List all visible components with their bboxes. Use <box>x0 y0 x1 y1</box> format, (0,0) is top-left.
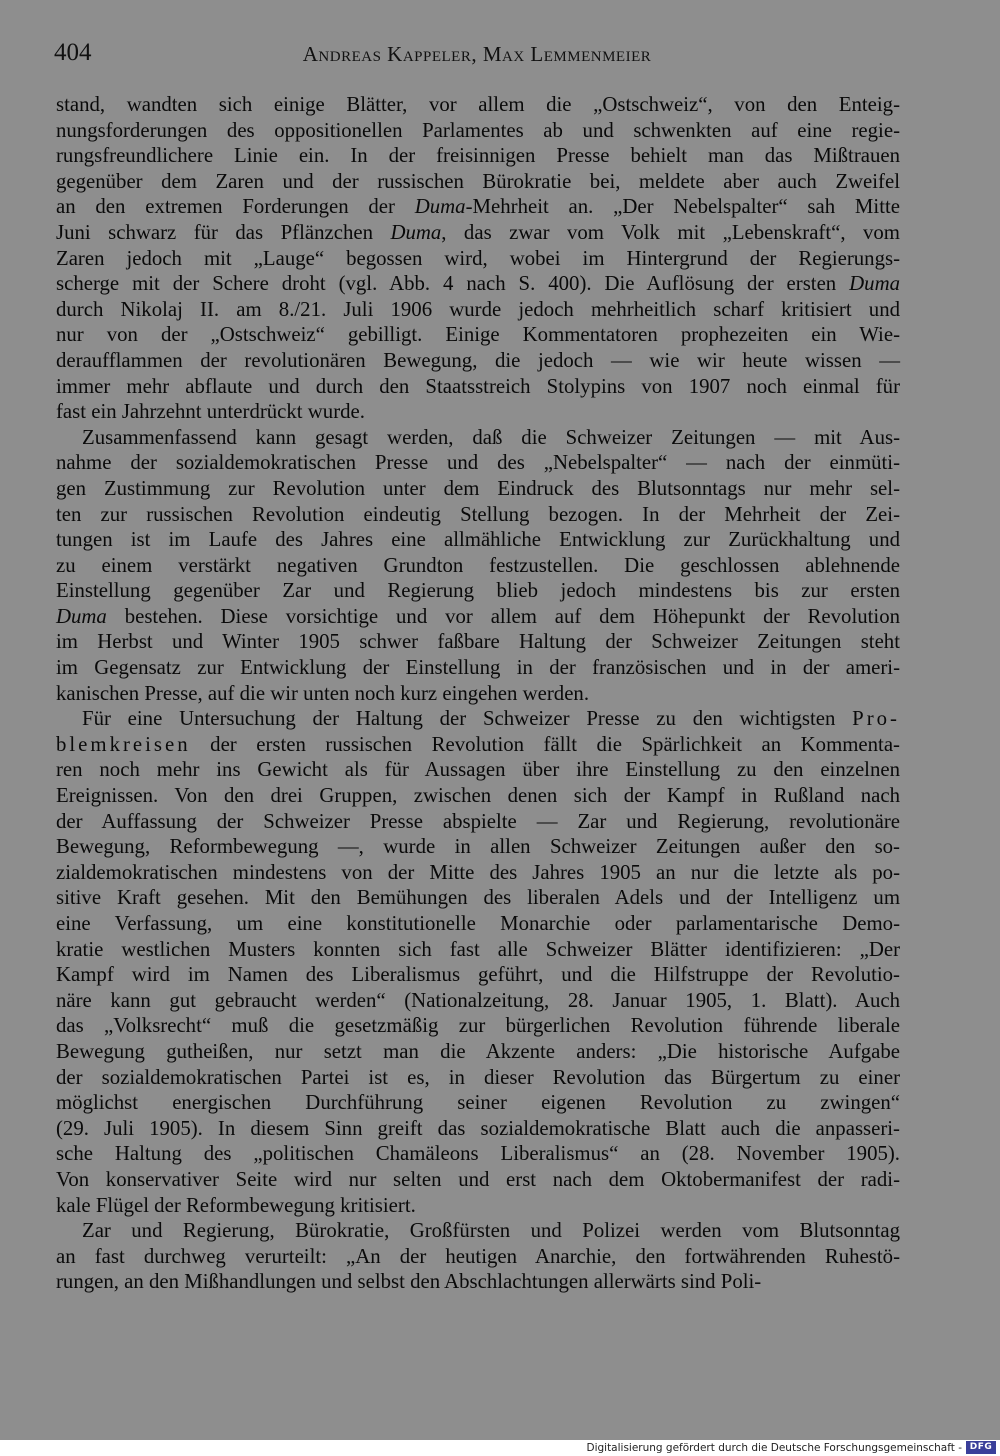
text-line: immer mehr abflaute und durch den Staatsstreich Stolypins von 1907 noch einmal für <box>56 374 900 398</box>
text-line: eine Verfassung, um eine konstitutionelle Monarchie oder parlamentarische Demo- <box>56 912 900 935</box>
text-line: rungsfreundlichere Linie ein. In der freisinnigen Presse behielt man das Mißtrauen <box>56 144 900 168</box>
text-line: kanischen Presse, auf die wir unten noch kurz eingehen werden. <box>56 681 590 705</box>
text-line: gen Zustimmung zur Revolution unter dem Eindruck des Blutsonntags nur mehr sel- <box>56 476 900 500</box>
text-line: im Gegensatz zur Entwicklung der Einstellung in der französischen und in der ameri- <box>56 656 900 680</box>
text-line: gegenüber dem Zaren und der russischen Bürokratie bei, meldete aber auch Zweifel <box>56 169 900 193</box>
running-head: Andreas Kappeler, Max Lemmenmeier <box>302 42 652 66</box>
text-line: blemkreisen der ersten russischen Revolution fällt die Spärlichkeit an Kommenta- <box>56 732 900 756</box>
page-header <box>54 38 900 72</box>
text-line: nungsforderungen des oppositionellen Parlamentes ab und schwenkten auf eine regie- <box>56 118 900 142</box>
text-line: rungen, an den Mißhandlungen und selbst den Abschlachtungen allerwärts sind Poli- <box>56 1270 762 1294</box>
text-line: an den extremen Forderungen der Duma-Mehrheit an. „Der Nebelspalter“ sah Mitte <box>56 195 900 219</box>
text-line: nur von der „Ostschweiz“ gebilligt. Einige Kommentatoren prophezeiten ein Wie- <box>56 323 900 347</box>
text-line: Zusammenfassend kann gesagt werden, daß die Schweizer Zeitungen — mit Aus- <box>82 425 900 449</box>
paragraph <box>56 1218 900 1295</box>
text-line: Zar und Regierung, Bürokratie, Großfürsten und Polizei werden vom Blutsonntag <box>82 1219 900 1243</box>
text-line: ten zur russischen Revolution eindeutig Stellung bezogen. In der Mehrheit der Zei- <box>56 502 900 526</box>
text-line: Kampf wird im Namen des Liberalismus geführt, und die Hilfstruppe der Revolutio- <box>56 963 900 987</box>
text-line: Duma bestehen. Diese vorsichtige und vor allem auf dem Höhepunkt der Revolution <box>56 604 900 628</box>
text-line: der sozialdemokratischen Partei ist es, in dieser Revolution das Bürgertum zu einer <box>56 1065 900 1089</box>
text-line: zialdemokratischen mindestens von der Mitte des Jahres 1905 an nur die letzte als po- <box>56 860 900 884</box>
paragraph <box>56 92 900 425</box>
text-line: Von konservativer Seite wird nur selten und erst nach dem Oktobermanifest der radi- <box>56 1167 900 1191</box>
text-line: Ereignissen. Von den drei Gruppen, zwischen denen sich der Kampf in Rußland nach <box>56 784 900 808</box>
text-line: Bewegung, Reformbewegung —, wurde in allen Schweizer Zeitungen außer den so- <box>56 835 900 859</box>
footer-bar <box>0 1440 1000 1456</box>
text-line: an fast durchweg verurteilt: „An der heutigen Anarchie, den fortwährenden Ruhestö- <box>56 1244 900 1268</box>
text-line: Für eine Untersuchung der Haltung der Schweizer Presse zu den wichtigsten Pro- <box>82 707 900 731</box>
text-line: sitive Kraft gesehen. Mit den Bemühungen des liberalen Adels und der Intelligenz um <box>56 886 900 910</box>
text-line: kratie westlichen Musters konnten sich fast alle Schweizer Blätter identifizieren: „Der <box>56 937 900 961</box>
body-text <box>56 92 900 1295</box>
text-line: Bewegung gutheißen, nur setzt man die Akzente anders: „Die historische Aufgabe <box>56 1039 900 1063</box>
dfg-logo: DFG <box>966 1441 996 1454</box>
text-line: deraufflammen der revolutionären Bewegung, die jedoch — wie wir heute wissen — <box>56 348 900 372</box>
paragraph <box>56 706 900 1218</box>
text-line: Juni schwarz für das Pflänzchen Duma, das zwar vom Volk mit „Lebenskraft“, vom <box>56 220 900 244</box>
text-line: der Auffassung der Schweizer Presse abspielte — Zar und Regierung, revolutionäre <box>56 809 900 833</box>
page-number: 404 <box>54 39 92 66</box>
text-line: das „Volksrecht“ muß die gesetzmäßig zur bürgerlichen Revolution führende liberale <box>56 1014 900 1038</box>
text-line: im Herbst und Winter 1905 schwer faßbare Haltung der Schweizer Zeitungen steht <box>56 630 900 654</box>
text-line: kale Flügel der Reformbewegung kritisiert. <box>56 1193 416 1217</box>
text-line: tungen ist im Laufe des Jahres eine allmähliche Entwicklung zur Zurückhaltung und <box>56 528 900 552</box>
text-line: nahme der sozialdemokratischen Presse und des „Nebelspalter“ — nach der einmüti- <box>56 451 900 475</box>
text-line: durch Nikolaj II. am 8./21. Juli 1906 wurde jedoch mehrheitlich scharf kritisiert und <box>56 297 900 321</box>
text-line: fast ein Jahrzehnt unterdrückt wurde. <box>56 400 365 424</box>
text-line: Einstellung gegenüber Zar und Regierung blieb jedoch mindestens bis zur ersten <box>56 579 900 603</box>
text-line: (29. Juli 1905). In diesem Sinn greift das sozialdemokratische Blatt auch die anpasseri- <box>56 1116 900 1140</box>
text-line: näre kann gut gebraucht werden“ (Nationalzeitung, 28. Januar 1905, 1. Blatt). Auch <box>56 988 900 1012</box>
paragraph <box>56 425 900 707</box>
text-line: Zaren jedoch mit „Lauge“ begossen wird, wobei im Hintergrund der Regierungs- <box>56 246 900 270</box>
text-line: ren noch mehr ins Gewicht als für Aussagen über ihre Einstellung zu den einzelnen <box>56 758 900 782</box>
text-line: scherge mit der Schere droht (vgl. Abb. 4 nach S. 400). Die Auflösung der ersten Duma <box>56 272 900 296</box>
text-line: zu einem verstärkt negativen Grundton festzustellen. Die geschlossen ablehnende <box>56 553 900 577</box>
text-line: sche Haltung des „politischen Chamäleons Liberalismus“ an (28. November 1905). <box>56 1142 900 1166</box>
text-line: stand, wandten sich einige Blätter, vor allem die „Ostschweiz“, von den Enteig- <box>56 93 900 116</box>
text-line: möglichst energischen Durchführung seiner eigenen Revolution zu zwingen“ <box>56 1091 900 1115</box>
digitization-notice: Digitalisierung gefördert durch die Deutsche Forschungsgemeinschaft - <box>586 1442 962 1454</box>
